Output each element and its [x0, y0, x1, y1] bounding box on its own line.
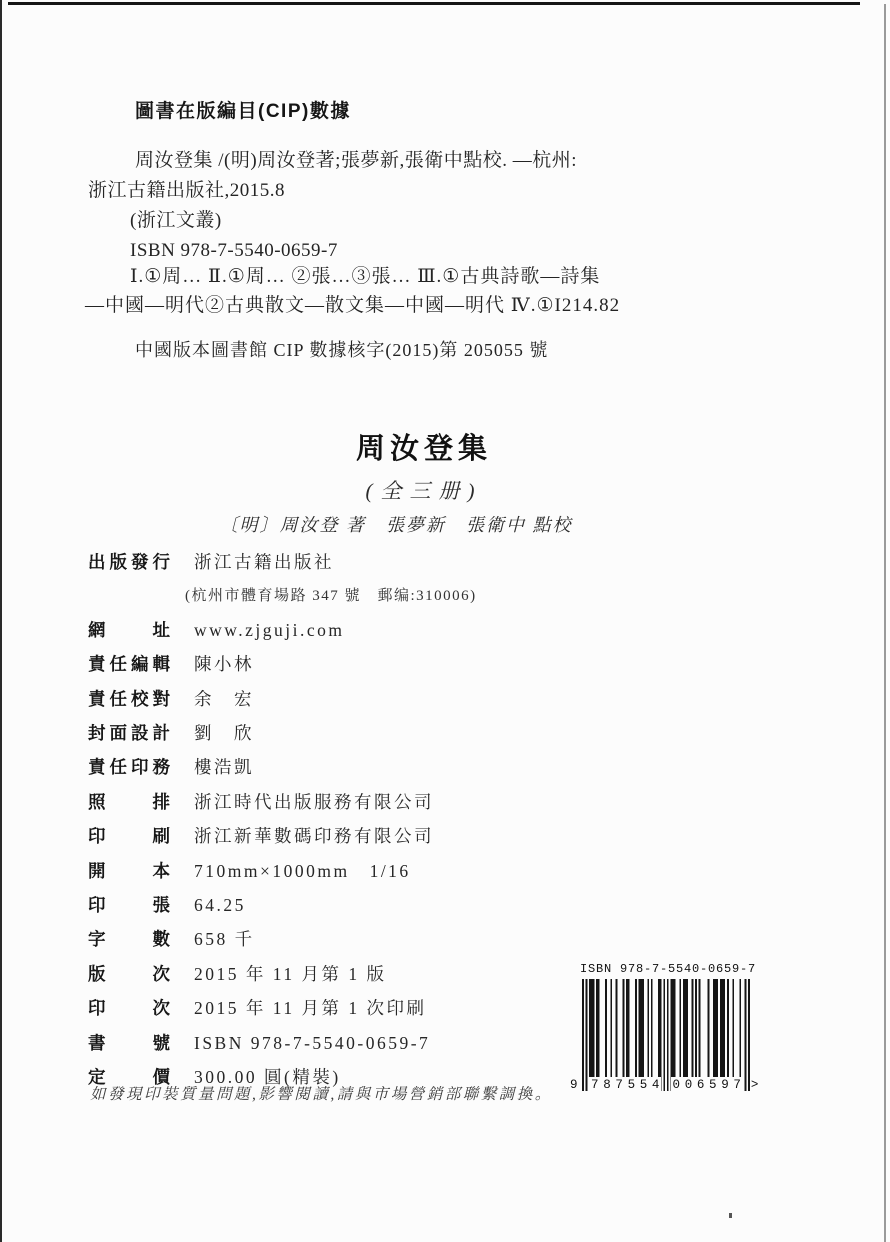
cip-classification — [85, 262, 665, 320]
colophon-value: 2015 年 11 月第 1 版 — [194, 963, 387, 984]
book-title: 周汝登集 — [355, 433, 492, 465]
scan-top-edge-line — [8, 2, 860, 5]
colophon-label: 印次 — [88, 998, 170, 1019]
colophon-label: 封面設計 — [88, 723, 170, 744]
colophon-label: 字數 — [88, 929, 170, 950]
colophon-value: 64.25 — [194, 895, 246, 916]
colophon-label: 責任編輯 — [88, 654, 170, 675]
scan-left-edge-line — [0, 0, 2, 1242]
barcode-isbn-text: ISBN 978-7-5540-0659-7 — [580, 962, 757, 976]
book-subtitle: (全三册) — [365, 479, 483, 503]
barcode-right-digits: 0 0 6 5 9 7 — [671, 1077, 743, 1092]
colophon-row — [88, 683, 688, 717]
colophon-value: 300.00 圓(精裝) — [194, 1067, 341, 1088]
colophon-value: 浙江古籍出版社 — [194, 552, 334, 572]
colophon-label: 出版發行 — [88, 552, 170, 572]
colophon-value: 浙江時代出版服務有限公司 — [194, 791, 434, 812]
cip-series-line: (浙江文叢) — [130, 210, 222, 231]
colophon-row — [88, 923, 688, 957]
isbn-barcode — [570, 962, 759, 1092]
barcode-quiet-zone-mark: > — [750, 1078, 759, 1092]
colophon-label: 印刷 — [88, 826, 170, 847]
barcode-svg — [582, 979, 750, 1091]
colophon-value: 樓浩凱 — [194, 757, 254, 778]
colophon-row — [88, 751, 688, 785]
cip-class-line: —中國—明代②古典散文—散文集—中國—明代 Ⅳ.①I214.82 — [85, 295, 621, 316]
colophon-row — [88, 546, 688, 580]
quality-note: 如發現印裝質量問題,影響閱讀,請與市場營銷部聯繫調換。 — [90, 1086, 553, 1103]
colophon-label: 照排 — [88, 791, 170, 812]
colophon-row — [88, 786, 688, 820]
colophon-value: 710mm×1000mm 1/16 — [194, 860, 411, 881]
colophon-label: 定價 — [88, 1067, 170, 1088]
book-authors: 〔明〕周汝登 著 張夢新 張衛中 點校 — [219, 515, 573, 535]
colophon-value: 陳小林 — [194, 654, 254, 675]
scan-right-edge-line — [884, 4, 886, 1242]
colophon-sub-line: (杭州市體育場路 347 號 郵编:310006) — [185, 588, 477, 605]
colophon-row — [88, 648, 688, 682]
barcode-lead-digit: 9 — [570, 1078, 578, 1092]
colophon-label: 書號 — [88, 1032, 170, 1053]
colophon-label: 開本 — [88, 860, 170, 881]
colophon-row — [88, 614, 688, 648]
colophon-label: 責任印務 — [88, 757, 170, 778]
cip-description-paragraph — [88, 146, 663, 266]
cip-record-number: 中國版本圖書館 CIP 數據核字(2015)第 205055 號 — [135, 340, 549, 360]
colophon-row — [88, 820, 688, 854]
colophon-row — [88, 889, 688, 923]
scan-speck — [729, 1213, 732, 1218]
colophon-label: 印張 — [88, 895, 170, 916]
barcode-left-digits: 7 8 7 5 5 4 — [589, 1077, 661, 1092]
cip-header: 圖書在版編目(CIP)數據 — [135, 101, 351, 122]
colophon-value: www.zjguji.com — [194, 619, 345, 640]
colophon-row — [88, 855, 688, 889]
colophon-value: 浙江新華數碼印務有限公司 — [194, 826, 434, 847]
colophon-label: 網址 — [88, 619, 170, 640]
colophon-label: 版次 — [88, 963, 170, 984]
colophon-label: 責任校對 — [88, 688, 170, 709]
colophon-value: 劉 欣 — [194, 723, 254, 744]
colophon-row — [88, 717, 688, 751]
colophon-value: 658 千 — [194, 929, 255, 950]
cip-class-line: Ⅰ.①周… Ⅱ.①周… ②張…③張… Ⅲ.①古典詩歌—詩集 — [130, 266, 601, 287]
colophon-value: 余 宏 — [194, 688, 254, 709]
cip-line: 浙江古籍出版社,2015.8 — [88, 180, 286, 201]
colophon-value: ISBN 978-7-5540-0659-7 — [194, 1032, 431, 1053]
cip-isbn-line: ISBN 978-7-5540-0659-7 — [130, 240, 338, 261]
barcode-bars — [570, 979, 759, 1092]
colophon-value: 2015 年 11 月第 1 次印刷 — [194, 998, 427, 1019]
cip-line: 周汝登集 /(明)周汝登著;張夢新,張衛中點校. —杭州: — [135, 150, 577, 171]
